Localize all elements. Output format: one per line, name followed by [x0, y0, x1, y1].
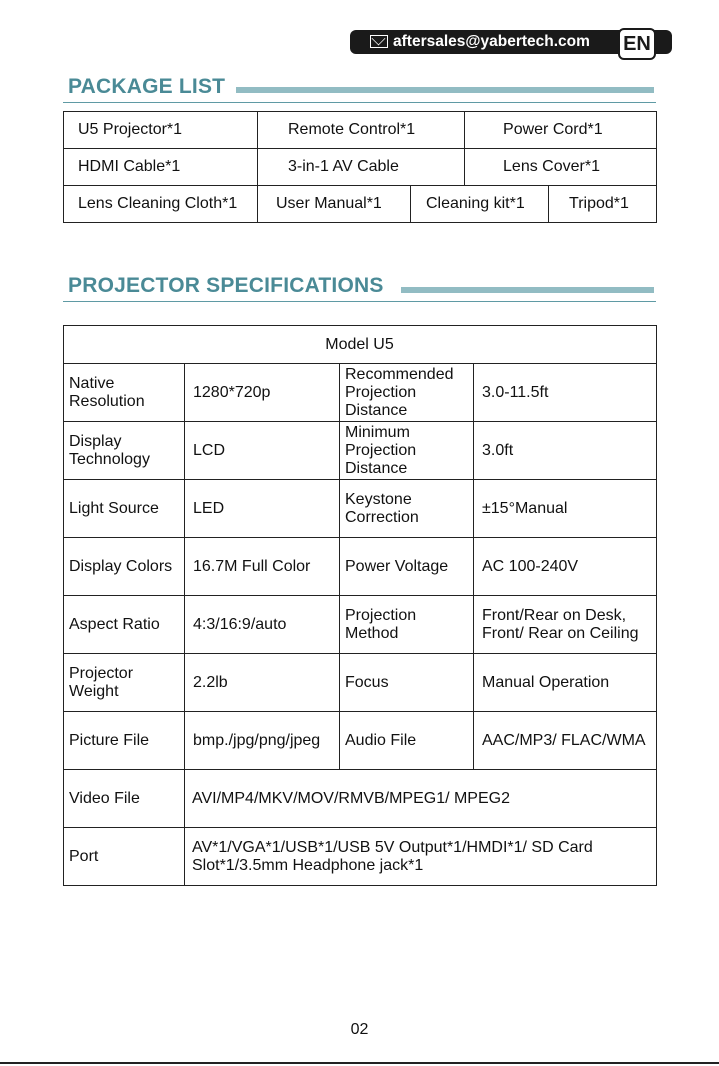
package-item: User Manual*1	[258, 186, 411, 223]
spec-value: Manual Operation	[474, 654, 657, 712]
table-row	[64, 770, 657, 828]
package-list-table	[63, 111, 657, 223]
package-item: U5 Projector*1	[64, 112, 258, 149]
table-row	[64, 112, 657, 149]
spec-label: Aspect Ratio	[64, 596, 185, 654]
spec-label: Audio File	[340, 712, 474, 770]
table-row	[64, 828, 657, 886]
specs-title-rule	[63, 301, 656, 302]
table-row	[64, 186, 657, 223]
table-row	[64, 654, 657, 712]
spec-value: bmp./jpg/png/jpeg	[185, 712, 340, 770]
specifications-table	[63, 325, 657, 886]
spec-label: Picture File	[64, 712, 185, 770]
table-row	[64, 422, 657, 480]
spec-label: Display Colors	[64, 538, 185, 596]
spec-label: Projection Method	[340, 596, 474, 654]
spec-value: ±15°Manual	[474, 480, 657, 538]
envelope-icon	[370, 35, 388, 48]
table-row	[64, 364, 657, 422]
support-email-badge	[350, 30, 672, 56]
spec-value: 16.7M Full Color	[185, 538, 340, 596]
spec-value: AC 100-240V	[474, 538, 657, 596]
table-row	[64, 149, 657, 186]
spec-label: Video File	[64, 770, 185, 828]
spec-label: Display Technology	[64, 422, 185, 480]
spec-label: Projector Weight	[64, 654, 185, 712]
spec-value: 3.0ft	[474, 422, 657, 480]
spec-value: 4:3/16:9/auto	[185, 596, 340, 654]
badge-tail	[655, 30, 672, 54]
spec-value: AAC/MP3/ FLAC/WMA	[474, 712, 657, 770]
spec-label: Focus	[340, 654, 474, 712]
spec-value: AVI/MP4/MKV/MOV/RMVB/MPEG1/ MPEG2	[185, 770, 657, 828]
spec-value: LCD	[185, 422, 340, 480]
package-item: HDMI Cable*1	[64, 149, 258, 186]
spec-value: 1280*720p	[185, 364, 340, 422]
specs-title-bar	[401, 287, 654, 293]
package-title-rule	[63, 102, 656, 103]
spec-value: AV*1/VGA*1/USB*1/USB 5V Output*1/HMDI*1/ SD Card Slot*1/3.5mm Headphone jack*1	[185, 828, 657, 886]
spec-value: LED	[185, 480, 340, 538]
model-name: Model U5	[64, 326, 657, 364]
spec-label: Native Resolution	[64, 364, 185, 422]
spec-label: Light Source	[64, 480, 185, 538]
spec-label: Power Voltage	[340, 538, 474, 596]
package-item: 3-in-1 AV Cable	[258, 149, 465, 186]
spec-label: Keystone Correction	[340, 480, 474, 538]
package-list-title: PACKAGE LIST	[68, 75, 226, 98]
spec-value: Front/Rear on Desk, Front/ Rear on Ceiling	[474, 596, 657, 654]
spec-label: Port	[64, 828, 185, 886]
language-label: EN	[618, 28, 656, 60]
table-row	[64, 538, 657, 596]
spec-label: Recommended Projection Distance	[340, 364, 474, 422]
package-item: Cleaning kit*1	[411, 186, 549, 223]
package-item: Power Cord*1	[465, 112, 657, 149]
spec-label: Minimum Projection Distance	[340, 422, 474, 480]
table-row	[64, 596, 657, 654]
package-item: Lens Cleaning Cloth*1	[64, 186, 258, 223]
spec-value: 2.2lb	[185, 654, 340, 712]
support-email[interactable]: aftersales@yabertech.com	[393, 33, 590, 50]
specifications-title: PROJECTOR SPECIFICATIONS	[68, 274, 384, 297]
table-row	[64, 480, 657, 538]
package-title-bar	[236, 87, 654, 93]
package-item: Lens Cover*1	[465, 149, 657, 186]
table-row	[64, 712, 657, 770]
spec-value: 3.0-11.5ft	[474, 364, 657, 422]
page-number: 02	[350, 1021, 369, 1038]
bottom-rule	[0, 1062, 719, 1064]
package-item: Remote Control*1	[258, 112, 465, 149]
package-item: Tripod*1	[549, 186, 657, 223]
table-row	[64, 326, 657, 364]
